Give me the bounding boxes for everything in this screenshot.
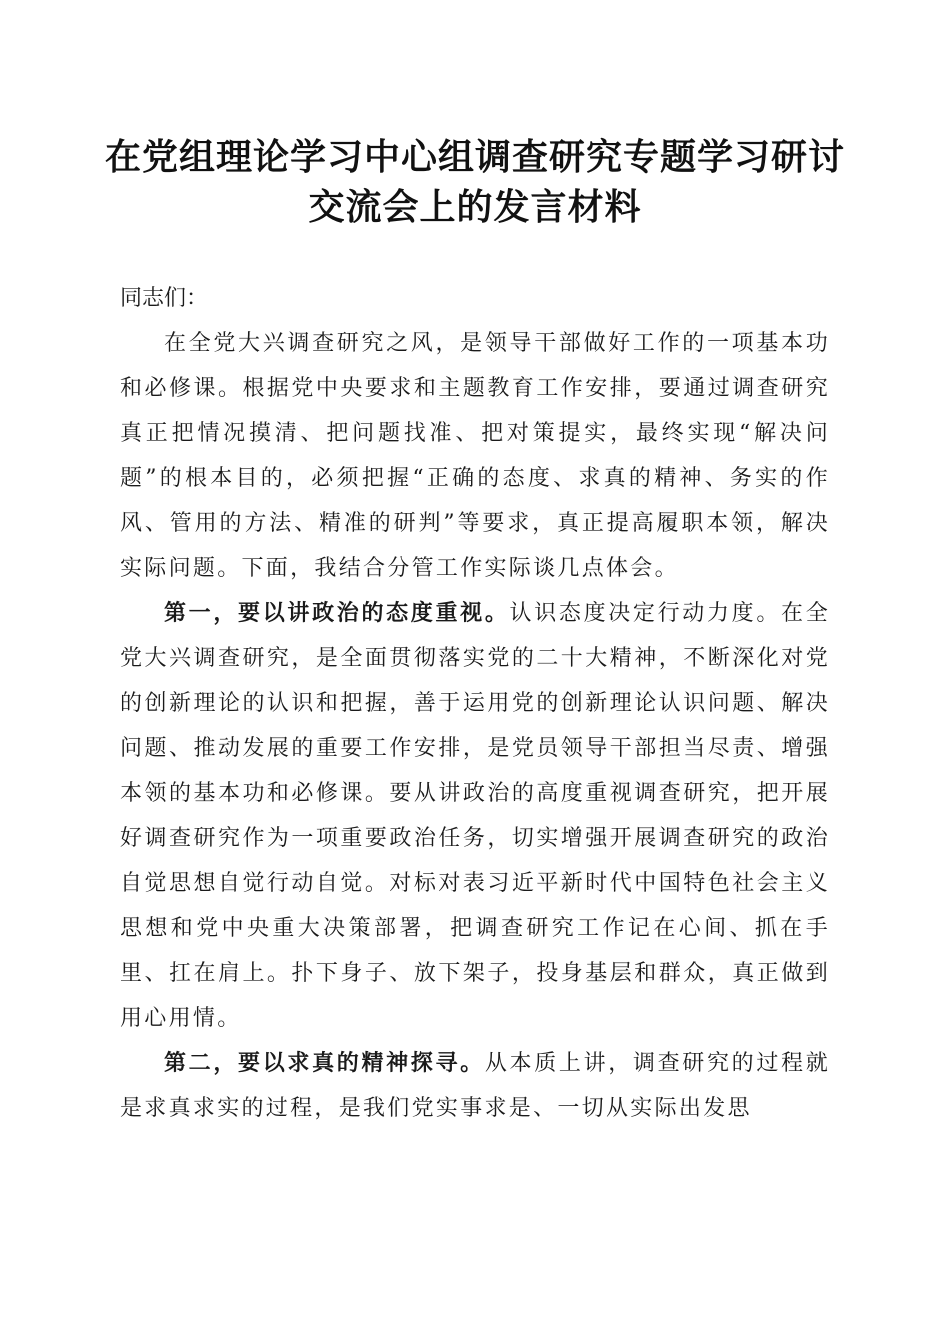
intro-paragraph: 在全党大兴调查研究之风，是领导干部做好工作的一项基本功和必修课。根据党中央要求和主题教育工作安排，要通过调查研究真正把情况摸清、把问题找准、把对策提实，最终实现“解决问题”的根本目的，必须把握“正确的态度、求真的精神、务实的作风、管用的方法、精准的研判”等要求，真正提高履职本领，解决实际问题。下面，我结合分管工作实际谈几点体会。 xyxy=(120,331,830,581)
title-line-2: 交流会上的发言材料 xyxy=(308,186,642,228)
section-text-2: 从本质上讲，调查研究的过程就是求真求实的过程，是我们党实事求是、一切从实际出发思 xyxy=(120,1051,831,1121)
salutation: 同志们： xyxy=(120,286,209,311)
document-title xyxy=(100,132,850,232)
section-text-1: 认识态度决定行动力度。在全党大兴调查研究，是全面贯彻落实党的二十大精神，不断深化对党的创新理论的认识和把握，善于运用党的创新理论认识问题、解决问题、推动发展的重要工作安排，是党员领导干部担当尽责、增强本领的基本功和必修课。要从讲政治的高度重视调查研究，把开展好调查研究作为一项重要政治任务，切实增强开展调查研究的政治自觉思想自觉行动自觉。对标对表习近平新时代中国特色社会主义思想和党中央重大决策部署，把调查研究工作记在心间、抓在手里、扛在肩上。扑下身子、放下架子，投身基层和群众，真正做到用心用情。 xyxy=(120,601,830,1031)
section-paragraph-1 xyxy=(120,591,830,1041)
section-heading-2: 第二，要以求真的精神探寻。 xyxy=(164,1050,485,1076)
title-line-1: 在党组理论学习中心组调查研究专题学习研讨 xyxy=(104,136,845,178)
document-body xyxy=(120,276,830,1131)
section-heading-1: 第一，要以讲政治的态度重视。 xyxy=(164,600,510,626)
section-paragraph-2 xyxy=(120,1041,830,1131)
